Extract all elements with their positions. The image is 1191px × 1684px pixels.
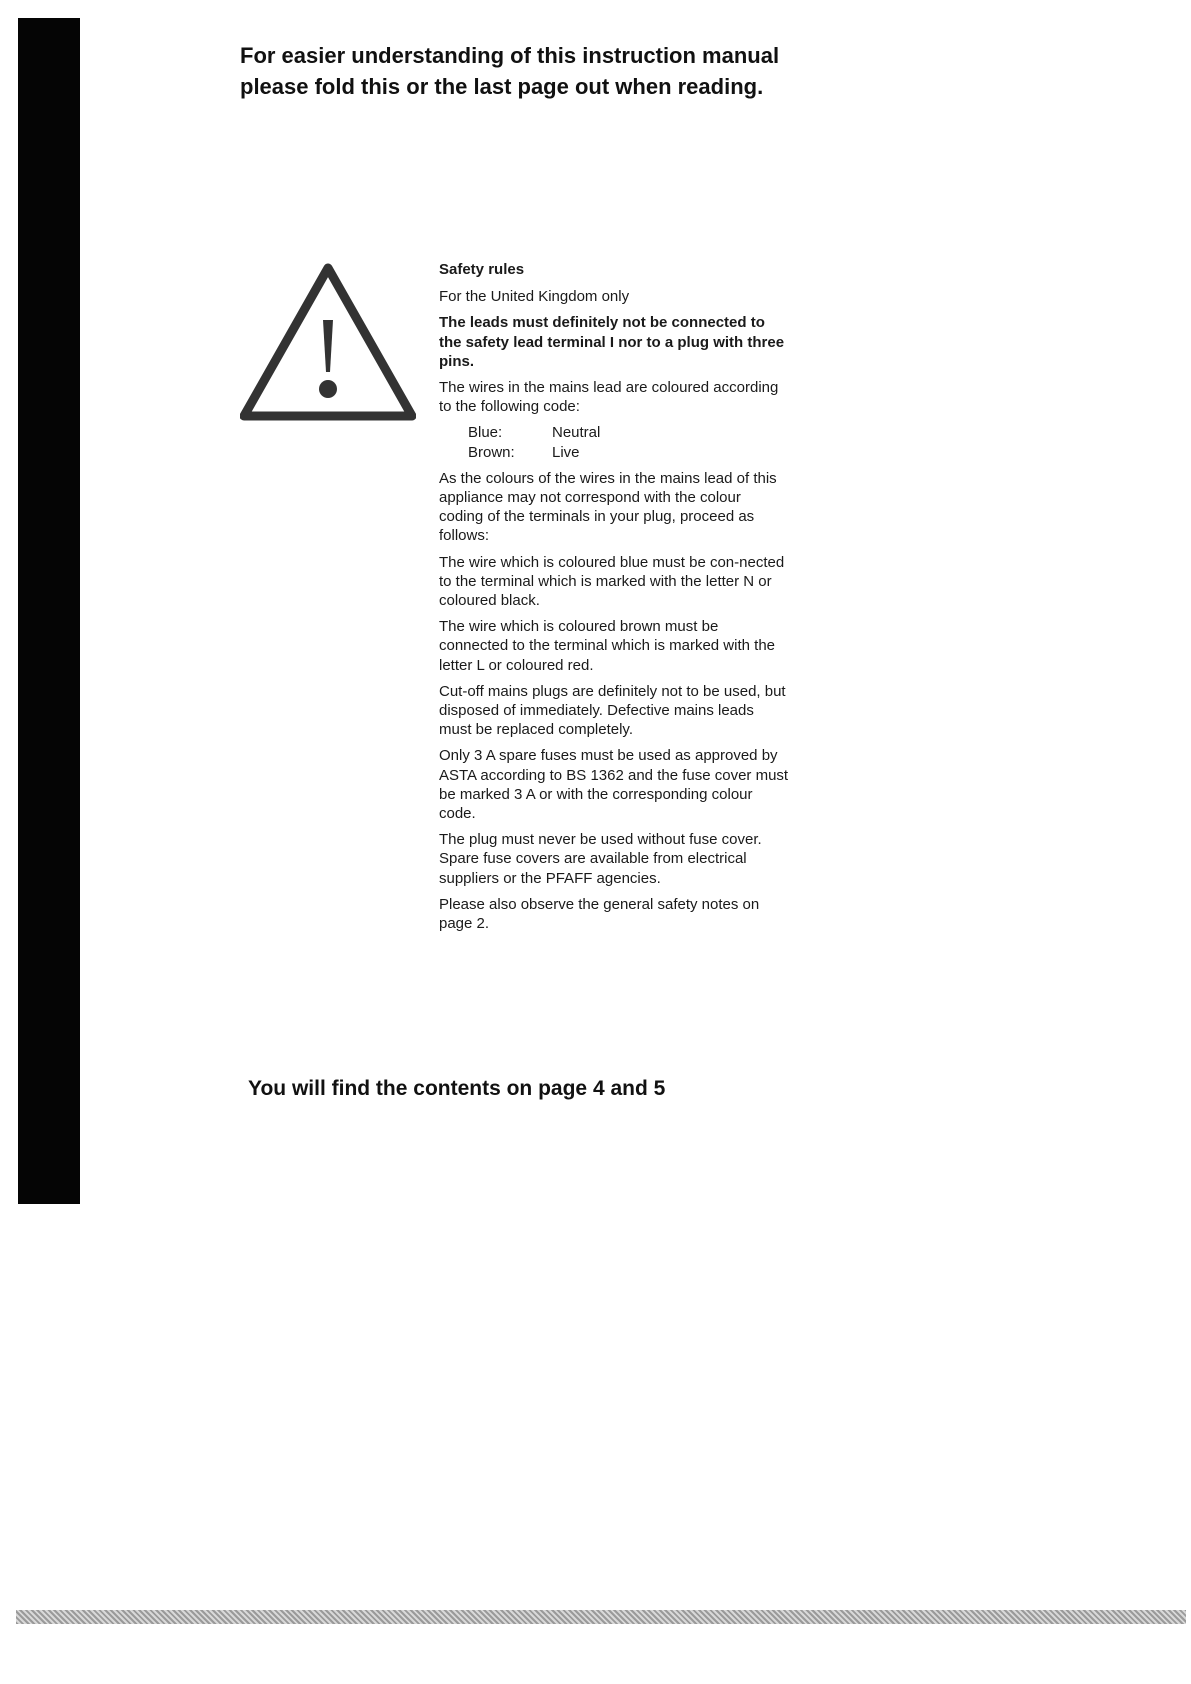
safety-bold-warning: The leads must definitely not be connected to the safety lead terminal I nor to a plug with three pins. — [439, 314, 785, 370]
safety-rules-section — [439, 260, 789, 940]
wire-color: Brown: — [468, 443, 515, 461]
safety-rules-title: Safety rules — [439, 261, 525, 278]
safety-paragraph: As the colours of the wires in the mains lead of this appliance may not correspond with the colour coding of the terminals in your plug, proceed as follows: — [439, 469, 777, 545]
page-edge-black-bar — [18, 18, 80, 1204]
safety-paragraph: Only 3 A spare fuses must be used as approved by ASTA according to BS 1362 and the fuse cover must be marked 3 A or with the corresponding colour code. — [439, 747, 789, 823]
fold-out-note-line-2: please fold this or the last page out when reading. — [240, 74, 764, 99]
warning-triangle-icon — [240, 262, 416, 424]
wire-color-row — [468, 443, 789, 462]
wires-intro: The wires in the mains lead are coloured according to the following code: — [439, 379, 779, 416]
safety-paragraph: The wire which is coloured blue must be con-nected to the terminal which is marked with the letter N or coloured black. — [439, 553, 785, 610]
fold-out-note — [240, 40, 860, 102]
bottom-hatched-strip — [16, 1610, 1186, 1624]
safety-paragraph: The plug must never be used without fuse cover. Spare fuse covers are available from electrical suppliers or the PFAFF agencies. — [439, 831, 762, 887]
fold-out-note-line-1: For easier understanding of this instruction manual — [240, 43, 780, 68]
wire-color: Blue: — [468, 424, 503, 442]
wire-color-row — [468, 423, 789, 442]
safety-paragraph: Please also observe the general safety notes on page 2. — [439, 895, 760, 933]
wire-color-code-table — [468, 423, 789, 461]
wire-meaning: Neutral — [552, 424, 601, 442]
safety-scope: For the United Kingdom only — [439, 288, 630, 306]
safety-paragraph: Cut-off mains plugs are definitely not to be used, but disposed of immediately. Defective mains leads must be replaced completely. — [439, 682, 786, 739]
safety-paragraph: The wire which is coloured brown must be connected to the terminal which is marked with the letter L or coloured red. — [439, 618, 775, 674]
contents-note: You will find the contents on page 4 and 5 — [248, 1077, 666, 1100]
wire-meaning: Live — [552, 443, 580, 461]
